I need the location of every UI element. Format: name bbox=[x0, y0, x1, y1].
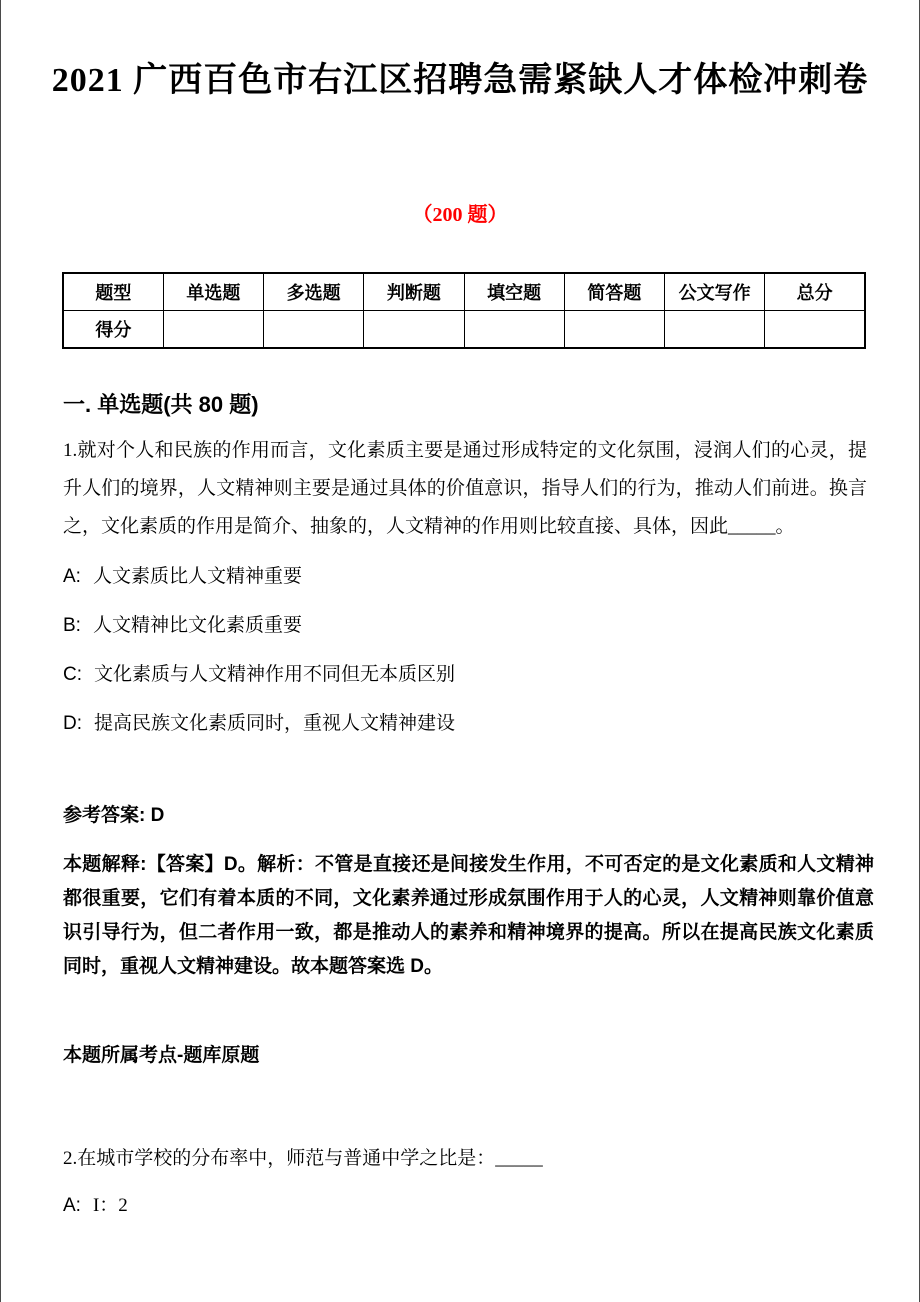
option-text: 人文素质比人文精神重要 bbox=[92, 566, 302, 587]
option-label: C: bbox=[63, 664, 82, 685]
option-text: 提高民族文化素质同时，重视人文精神建设 bbox=[94, 713, 456, 734]
question-1-text: 1.就对个人和民族的作用而言，文化素质主要是通过形成特定的文化氛围，浸润人们的心灵，提升人们的境界，人文精神则主要是通过具体的价值意识，指导人们的行为，推动人们前进。换言之，文化素质的作用是简介、抽象的，人文精神的作用则比较直接、具体，因此_____。 bbox=[63, 440, 867, 537]
table-header-official-writing: 公文写作 bbox=[665, 273, 765, 311]
table-header-judgment: 判断题 bbox=[364, 273, 464, 311]
table-header-short-answer: 简答题 bbox=[564, 273, 664, 311]
score-cell bbox=[264, 311, 364, 349]
page-title: 2021 广西百色市右江区招聘急需紧缺人才体检冲刺卷 bbox=[51, 62, 869, 99]
score-cell bbox=[665, 311, 765, 349]
question-2-text: 2.在城市学校的分布率中，师范与普通中学之比是：_____ bbox=[63, 1148, 543, 1169]
table-header-question-type: 题型 bbox=[63, 273, 163, 311]
question-1-option-c bbox=[63, 659, 859, 686]
table-header-single-choice: 单选题 bbox=[163, 273, 263, 311]
option-text: 人文精神比文化素质重要 bbox=[92, 615, 302, 636]
score-cell bbox=[765, 311, 865, 349]
question-1-knowledge-point: 本题所属考点-题库原题 bbox=[63, 1045, 260, 1066]
question-1-option-a bbox=[63, 561, 859, 588]
question-1-explanation: 本题解释:【答案】D。解析：不管是直接还是间接发生作用，不可否定的是文化素质和人文精神都很重要，它们有着本质的不同，文化素养通过形成氛围作用于人的心灵，人文精神则靠价值意识引导行为，但二者作用一致，都是推动人的素养和精神境界的提高。所以在提高民族文化素质同时，重视人文精神建设。故本题答案选 D。 bbox=[63, 854, 874, 977]
table-header-fill-blank: 填空题 bbox=[464, 273, 564, 311]
score-cell bbox=[163, 311, 263, 349]
question-1-option-d bbox=[63, 708, 859, 735]
score-cell bbox=[564, 311, 664, 349]
question-2-option-a bbox=[63, 1190, 859, 1217]
question-count-subtitle: （200 题） bbox=[412, 204, 508, 226]
option-label: A: bbox=[63, 1195, 81, 1216]
option-label: B: bbox=[63, 615, 81, 636]
table-header-total-score: 总分 bbox=[765, 273, 865, 311]
score-cell bbox=[464, 311, 564, 349]
score-table-header-row bbox=[63, 273, 865, 311]
question-1-option-b bbox=[63, 610, 859, 637]
score-cell bbox=[364, 311, 464, 349]
score-table bbox=[62, 272, 866, 349]
option-text: I：2 bbox=[92, 1195, 128, 1216]
option-text: 文化素质与人文精神作用不同但无本质区别 bbox=[94, 664, 456, 685]
option-label: A: bbox=[63, 566, 81, 587]
option-label: D: bbox=[63, 713, 82, 734]
table-header-multi-choice: 多选题 bbox=[264, 273, 364, 311]
question-1-reference-answer: 参考答案: D bbox=[63, 805, 165, 826]
score-table-score-row bbox=[63, 311, 865, 349]
score-row-label: 得分 bbox=[63, 311, 163, 349]
section-heading-single-choice: 一. 单选题(共 80 题) bbox=[63, 392, 259, 417]
